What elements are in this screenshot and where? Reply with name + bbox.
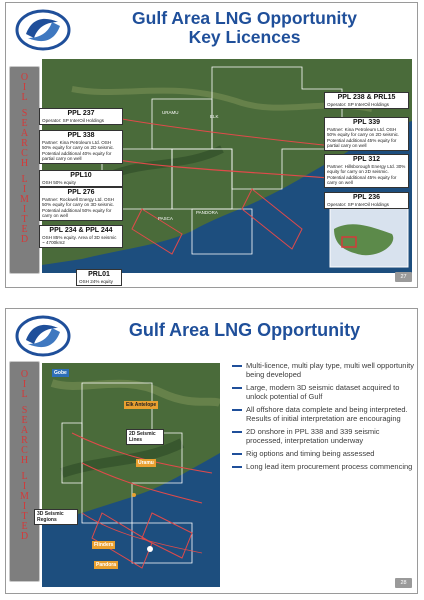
map-label-pasca: PASCA: [158, 216, 173, 221]
sidebar-letter: R: [21, 435, 28, 446]
label-ppl10: [39, 170, 123, 187]
label-ppl276-head: PPL 276: [67, 189, 95, 196]
label-ppl276-body: Partner: Rockwell Energy Ltd. OSH 50% equity for carry on 3D seismic. Potential additional 50% equity for carry on well: [42, 197, 115, 219]
label-prl01-head: PRL01: [88, 271, 110, 278]
sidebar-letter: S: [21, 405, 28, 416]
oil-search-logo: [14, 314, 72, 358]
label-prl01: [76, 269, 122, 286]
sidebar-letter: E: [21, 118, 28, 129]
bullet-item: All offshore data complete and being interpreted. Results of initial interpretation are encouraging: [232, 405, 417, 423]
sidebar-letter: L: [21, 389, 28, 400]
sidebar-letter: L: [21, 174, 28, 185]
label-ppl236-body: Operator: SP InterOil Holdings: [327, 202, 389, 207]
sidebar-letter: O: [20, 72, 29, 83]
map-label-elk: ELK: [210, 114, 219, 119]
bullet-item: Multi-licence, multi play type, multi well opportunity being developed: [232, 361, 417, 379]
bullet-item: Rig options and timing being assessed: [232, 449, 417, 458]
label-ppl312-body: Partner: Hillsborough Energy Ltd. 30% equity for carry on 2D seismic. Potential additional 45% equity for carry on well: [327, 164, 406, 186]
sidebar-letter: L: [21, 92, 28, 103]
sidebar-letter: M: [20, 194, 29, 205]
sidebar-letter: I: [22, 501, 27, 512]
label-ppl237-head: PPL 237: [67, 110, 95, 117]
sidebar-letter: E: [21, 415, 28, 426]
gulf-area-map: [42, 363, 220, 587]
map-tag-3d-seismic: 3D Seismic Regions: [34, 509, 78, 525]
label-ppl236-head: PPL 236: [352, 194, 381, 201]
sidebar-letter: I: [22, 204, 27, 215]
page-number: 28: [395, 578, 412, 588]
company-sidebar: [9, 361, 40, 582]
label-ppl234-body: OSH 85% equity. Area of 3D seismic ~ 4700km2: [42, 235, 117, 246]
sidebar-letter: H: [20, 158, 29, 169]
sidebar-letter: D: [20, 531, 29, 542]
label-ppl276: [39, 187, 123, 221]
sidebar-letter: R: [21, 138, 28, 149]
sidebar-letter: E: [21, 521, 28, 532]
sidebar-letter: H: [20, 455, 29, 466]
sidebar-letter: I: [22, 379, 27, 390]
label-ppl237-body: Operator: SP InterOil Holdings: [42, 118, 104, 123]
label-ppl234: [39, 225, 123, 248]
sidebar-letter: E: [21, 224, 28, 235]
title-line-2: Key Licences: [188, 27, 301, 47]
slide-title: [76, 9, 413, 47]
label-ppl338: [39, 130, 123, 164]
bullet-item: Long lead item procurement process commencing: [232, 462, 417, 471]
sidebar-letter: L: [21, 471, 28, 482]
label-ppl339-head: PPL 339: [352, 119, 381, 126]
slide-key-licences: [5, 2, 418, 288]
sidebar-letter: D: [20, 234, 29, 245]
sidebar-letter: T: [21, 511, 28, 522]
sidebar-letter: T: [21, 214, 28, 225]
map-tag-pandora: Pandora: [96, 562, 117, 568]
map-tag-flinders: Flinders: [94, 542, 114, 548]
label-ppl312: [324, 154, 409, 188]
map-tag-elk: Elk Antelope: [126, 402, 157, 408]
label-prl01-body: OSH 24% equity: [79, 279, 113, 284]
label-ppl338-head: PPL 338: [67, 132, 95, 139]
sidebar-letter: A: [20, 128, 29, 139]
sidebar-letter: C: [21, 148, 28, 159]
label-ppl10-head: PPL10: [70, 172, 92, 179]
label-ppl10-body: OSH 50% equity: [42, 180, 76, 185]
sidebar-letter: M: [20, 491, 29, 502]
label-ppl238-head: PPL 238 & PRL15: [337, 94, 396, 101]
title-line-1: Gulf Area LNG Opportunity: [132, 8, 357, 28]
label-ppl238-body: Operator: SP InterOil Holdings: [327, 102, 389, 107]
sidebar-letter: A: [20, 425, 29, 436]
label-ppl237: [39, 108, 123, 125]
map-tag-2d-seismic: 2D Seismic Lines: [126, 429, 164, 445]
oil-search-logo: [14, 8, 72, 52]
map-tag-uramu: Uramu: [138, 460, 154, 466]
label-ppl234-head: PPL 234 & PPL 244: [49, 227, 113, 234]
bullet-list: [232, 361, 417, 475]
label-ppl238: [324, 92, 409, 109]
sidebar-letter: C: [21, 445, 28, 456]
map-label-uramu: URAMU: [162, 110, 179, 115]
sidebar-letter: I: [22, 481, 27, 492]
slide-lng-opportunity: [5, 308, 418, 594]
sidebar-letter: I: [22, 184, 27, 195]
company-sidebar: [9, 66, 40, 274]
label-ppl312-head: PPL 312: [352, 156, 381, 163]
bullet-item: Large, modern 3D seismic dataset acquired to unlock potential of Gulf: [232, 383, 417, 401]
bullet-item: 2D onshore in PPL 338 and 339 seismic processed, interpretation underway: [232, 427, 417, 445]
label-ppl339-body: Partner: Kina Petroleum Ltd. OSH 50% equity for carry on 2D seismic. Potential additional 45% equity for partial carry on well: [327, 127, 400, 149]
map-label-pandora: PANDORA: [196, 210, 218, 215]
label-ppl339: [324, 117, 409, 151]
page-number: 27: [395, 272, 412, 282]
sidebar-letter: I: [22, 82, 27, 93]
map-tag-gobe: Gobe: [54, 370, 67, 376]
slide-title: Gulf Area LNG Opportunity: [128, 320, 361, 340]
label-ppl338-body: Partner: Kina Petroleum Ltd. OSH 50% equity for carry on 2D seismic. Potential additional 40% equity for partial carry on well: [42, 140, 115, 162]
label-ppl236: [324, 192, 409, 209]
sidebar-letter: S: [21, 108, 28, 119]
sidebar-letter: O: [20, 369, 29, 380]
